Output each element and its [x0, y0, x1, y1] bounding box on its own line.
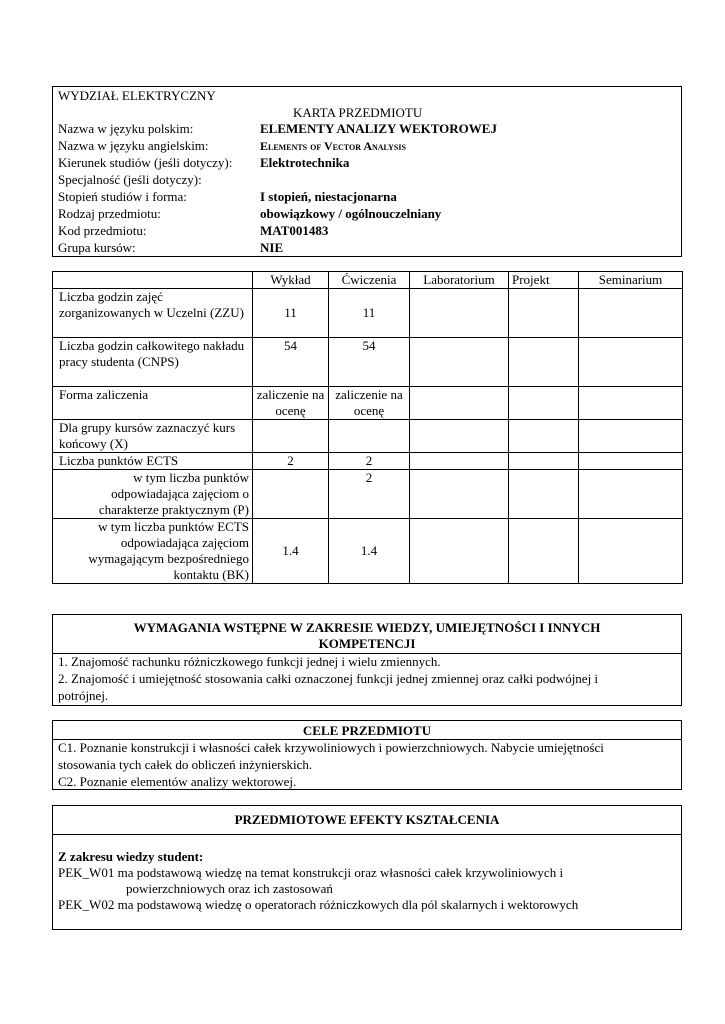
- cell: [579, 453, 683, 470]
- cell: [579, 519, 683, 584]
- label-field-of-study: Kierunek studiów (jeśli dotyczy):: [58, 155, 233, 170]
- row-label-assessment: Forma zaliczenia: [53, 387, 253, 420]
- col-header-seminar: Seminarium: [579, 272, 683, 289]
- table-row: [53, 453, 683, 470]
- cell: [509, 519, 579, 584]
- outcome-item: PEK_W02 ma podstawową wiedzę o operatorach różniczkowych dla pól skalarnych i wektorowych: [58, 897, 579, 912]
- cell: [579, 338, 683, 387]
- cell: [253, 470, 329, 519]
- cell: [410, 470, 509, 519]
- cell: [509, 338, 579, 387]
- cell: [410, 519, 509, 584]
- cell: 2: [253, 453, 329, 470]
- outcome-item-cont: powierzchniowych oraz ich zastosowań: [126, 881, 333, 896]
- table-row: [53, 519, 683, 584]
- row-label-cnps: Liczba godzin całkowitego nakładu pracy studenta (CNPS): [53, 338, 253, 387]
- prerequisite-item-cont: potrójnej.: [58, 688, 109, 703]
- prerequisite-item: 1. Znajomość rachunku różniczkowego funkcji jednej i wielu zmiennych.: [58, 654, 441, 669]
- table-corner: [53, 272, 253, 289]
- value-field-of-study: Elektrotechnika: [260, 155, 350, 170]
- label-course-type: Rodzaj przedmiotu:: [58, 206, 161, 221]
- cell: [509, 387, 579, 420]
- hours-table: [52, 271, 683, 584]
- cell: [579, 420, 683, 453]
- goal-item-cont: stosowania tych całek do obliczeń inżynierskich.: [58, 757, 313, 772]
- goal-item: C1. Poznanie konstrukcji i własności całek krzywoliniowych i powierzchniowych. Nabycie umiejętności: [58, 740, 604, 755]
- table-row: [53, 420, 683, 453]
- cell: [579, 289, 683, 338]
- learning-outcomes-title: PRZEDMIOTOWE EFEKTY KSZTAŁCENIA: [234, 812, 500, 827]
- value-polish-name: ELEMENTY ANALIZY WEKTOROWEJ: [260, 121, 497, 136]
- label-polish-name: Nazwa w języku polskim:: [58, 121, 194, 136]
- table-row: [53, 338, 683, 387]
- prerequisites-box: [52, 614, 682, 706]
- cell: [410, 289, 509, 338]
- cell: 54: [329, 338, 410, 387]
- col-header-lecture: Wykład: [253, 272, 329, 289]
- cell: [509, 420, 579, 453]
- goal-item: C2. Poznanie elementów analizy wektorowej.: [58, 774, 297, 789]
- label-degree-form: Stopień studiów i forma:: [58, 189, 187, 204]
- cell: 1.4: [253, 519, 329, 584]
- course-goals-title: CELE PRZEDMIOTU: [302, 723, 432, 738]
- value-course-group: NIE: [260, 240, 284, 255]
- col-header-exercises: Ćwiczenia: [329, 272, 410, 289]
- value-course-type: obowiązkowy / ogólnouczelniany: [260, 206, 442, 221]
- value-course-code: MAT001483: [260, 223, 329, 238]
- col-header-project: Projekt: [509, 272, 579, 289]
- row-label-ects-practical: w tym liczba punktów odpowiadająca zajęciom o charakterze praktycznym (P): [53, 470, 253, 519]
- cell: [509, 289, 579, 338]
- cell: [410, 453, 509, 470]
- col-header-laboratory: Laboratorium: [410, 272, 509, 289]
- prerequisite-item: 2. Znajomość i umiejętność stosowania całki oznaczonej funkcji jednej zmiennej oraz całki podwójnej i: [58, 671, 599, 686]
- cell: 11: [253, 289, 329, 338]
- cell: 54: [253, 338, 329, 387]
- learning-outcomes-box: [52, 805, 682, 930]
- cell: [410, 338, 509, 387]
- cell: 2: [329, 470, 410, 519]
- row-label-final-course: Dla grupy kursów zaznaczyć kurs końcowy (X): [53, 420, 253, 453]
- cell: [509, 470, 579, 519]
- outcome-item: PEK_W01 ma podstawową wiedzę na temat konstrukcji oraz własności całek krzywoliniowych i: [58, 865, 564, 880]
- table-row: [53, 289, 683, 338]
- course-header-box: [52, 86, 682, 257]
- table-row: [53, 387, 683, 420]
- label-english-name: Nazwa w języku angielskim:: [58, 138, 209, 153]
- value-degree-form: I stopień, niestacjonarna: [260, 189, 397, 204]
- label-course-group: Grupa kursów:: [58, 240, 136, 255]
- table-header-row: [53, 272, 683, 289]
- row-label-zzu: Liczba godzin zajęć zorganizowanych w Uczelni (ZZU): [53, 289, 253, 338]
- cell: [410, 387, 509, 420]
- label-specialization: Specjalność (jeśli dotyczy):: [58, 172, 202, 187]
- table-row: [53, 470, 683, 519]
- cell: 2: [329, 453, 410, 470]
- row-label-ects-bk: w tym liczba punktów ECTS odpowiadająca zajęciom wymagającym bezpośredniego kontaktu (BK): [53, 519, 253, 584]
- faculty-name: WYDZIAŁ ELEKTRYCZNY: [58, 88, 216, 103]
- cell: [253, 420, 329, 453]
- cell: [329, 420, 410, 453]
- cell: [410, 420, 509, 453]
- cell: zaliczenie na ocenę: [329, 387, 410, 420]
- cell: [579, 387, 683, 420]
- cell: 11: [329, 289, 410, 338]
- prerequisites-title-cont: KOMPETENCJI: [318, 636, 416, 651]
- prerequisites-title: WYMAGANIA WSTĘPNE W ZAKRESIE WIEDZY, UMIEJĘTNOŚCI I INNYCH: [133, 620, 601, 635]
- card-title: KARTA PRZEDMIOTU: [293, 105, 423, 120]
- cell: zaliczenie na ocenę: [253, 387, 329, 420]
- course-goals-box: [52, 720, 682, 790]
- row-label-ects: Liczba punktów ECTS: [53, 453, 253, 470]
- cell: [579, 470, 683, 519]
- cell: [509, 453, 579, 470]
- knowledge-subtitle: Z zakresu wiedzy student:: [58, 849, 204, 864]
- cell: 1.4: [329, 519, 410, 584]
- label-course-code: Kod przedmiotu:: [58, 223, 147, 238]
- value-english-name: Elements of Vector Analysis: [260, 139, 406, 153]
